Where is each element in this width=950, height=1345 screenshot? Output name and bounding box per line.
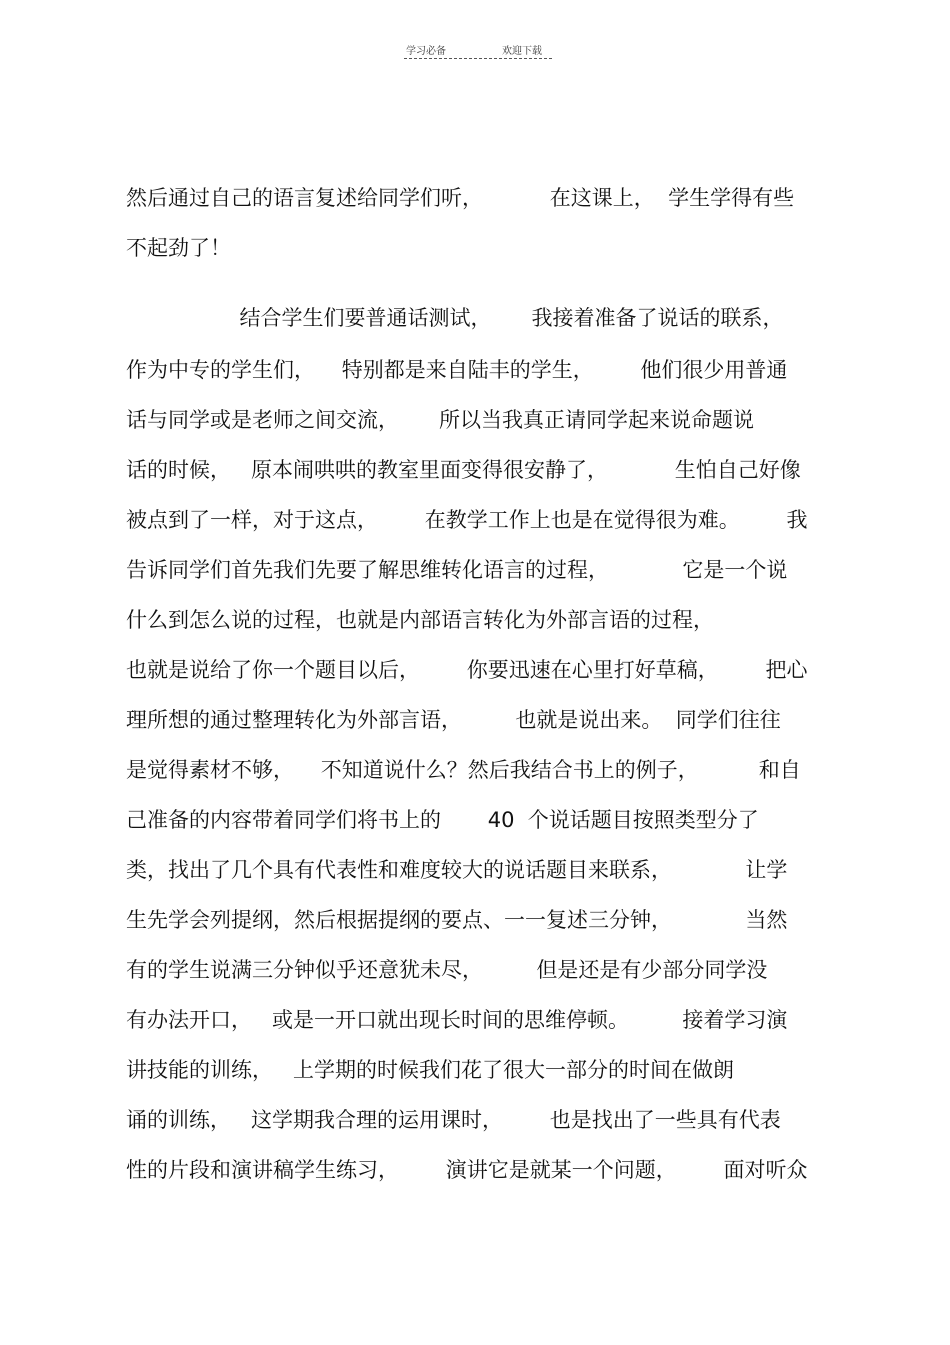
text-line: 告诉同学们首先我们先要了解思维转化语言的过程， 它是一个说 xyxy=(126,558,788,582)
text-line: 生先学会列提纲，然后根据提纲的要点、一一复述三分钟， 当然 xyxy=(126,908,788,932)
text-line: 有的学生说满三分钟似乎还意犹未尽， 但是还是有少部分同学没 xyxy=(126,958,768,982)
text-line: 被点到了一样，对于这点， 在教学工作上也是在觉得很为难。 我 xyxy=(126,508,808,532)
text-line: 话的时候， 原本闹哄哄的教室里面变得很安静了， 生怕自己好像 xyxy=(126,458,801,482)
text-line: 是觉得素材不够， 不知道说什么？然后我结合书上的例子， 和自 xyxy=(126,758,801,782)
text-line: 话与同学或是老师之间交流， 所以当我真正请同学起来说命题说 xyxy=(126,408,755,432)
text-line: 不起劲了！ xyxy=(126,236,231,260)
text-line: 性的片段和演讲稿学生练习， 演讲它是就某一个问题， 面对听众 xyxy=(126,1158,808,1182)
text-line: 讲技能的训练， 上学期的时候我们花了很大一部分的时间在做朗 xyxy=(126,1058,735,1082)
text-line: 诵的训练， 这学期我合理的运用课时， 也是找出了一些具有代表 xyxy=(126,1108,781,1132)
text-line: 什么到怎么说的过程，也就是内部语言转化为外部言语的过程， xyxy=(126,608,714,632)
header-right-text: 欢迎下载 xyxy=(502,46,542,57)
text-line: 类，找出了几个具有代表性和难度较大的说话题目来联系， 让学 xyxy=(126,858,788,882)
header-left-text: 学习必备 xyxy=(406,46,446,57)
text-line: 作为中专的学生们， 特别都是来自陆丰的学生， 他们很少用普通 xyxy=(126,358,788,382)
text-line: 然后通过自己的语言复述给同学们听， 在这课上， 学生学得有些 xyxy=(126,186,795,210)
text-line: 有办法开口， 或是一开口就出现长时间的思维停顿。 接着学习演 xyxy=(126,1008,788,1032)
page-header xyxy=(404,40,552,59)
text-line: 也就是说给了你一个题目以后， 你要迅速在心里打好草稿， 把心 xyxy=(126,658,808,682)
text-line: 理所想的通过整理转化为外部言语， 也就是说出来。 同学们往往 xyxy=(126,708,781,732)
text-line: 结合学生们要普通话测试， 我接着准备了说话的联系， xyxy=(126,306,784,330)
text-line: 己准备的内容带着同学们将书上的 40 个说话题目按照类型分了 xyxy=(126,808,759,832)
